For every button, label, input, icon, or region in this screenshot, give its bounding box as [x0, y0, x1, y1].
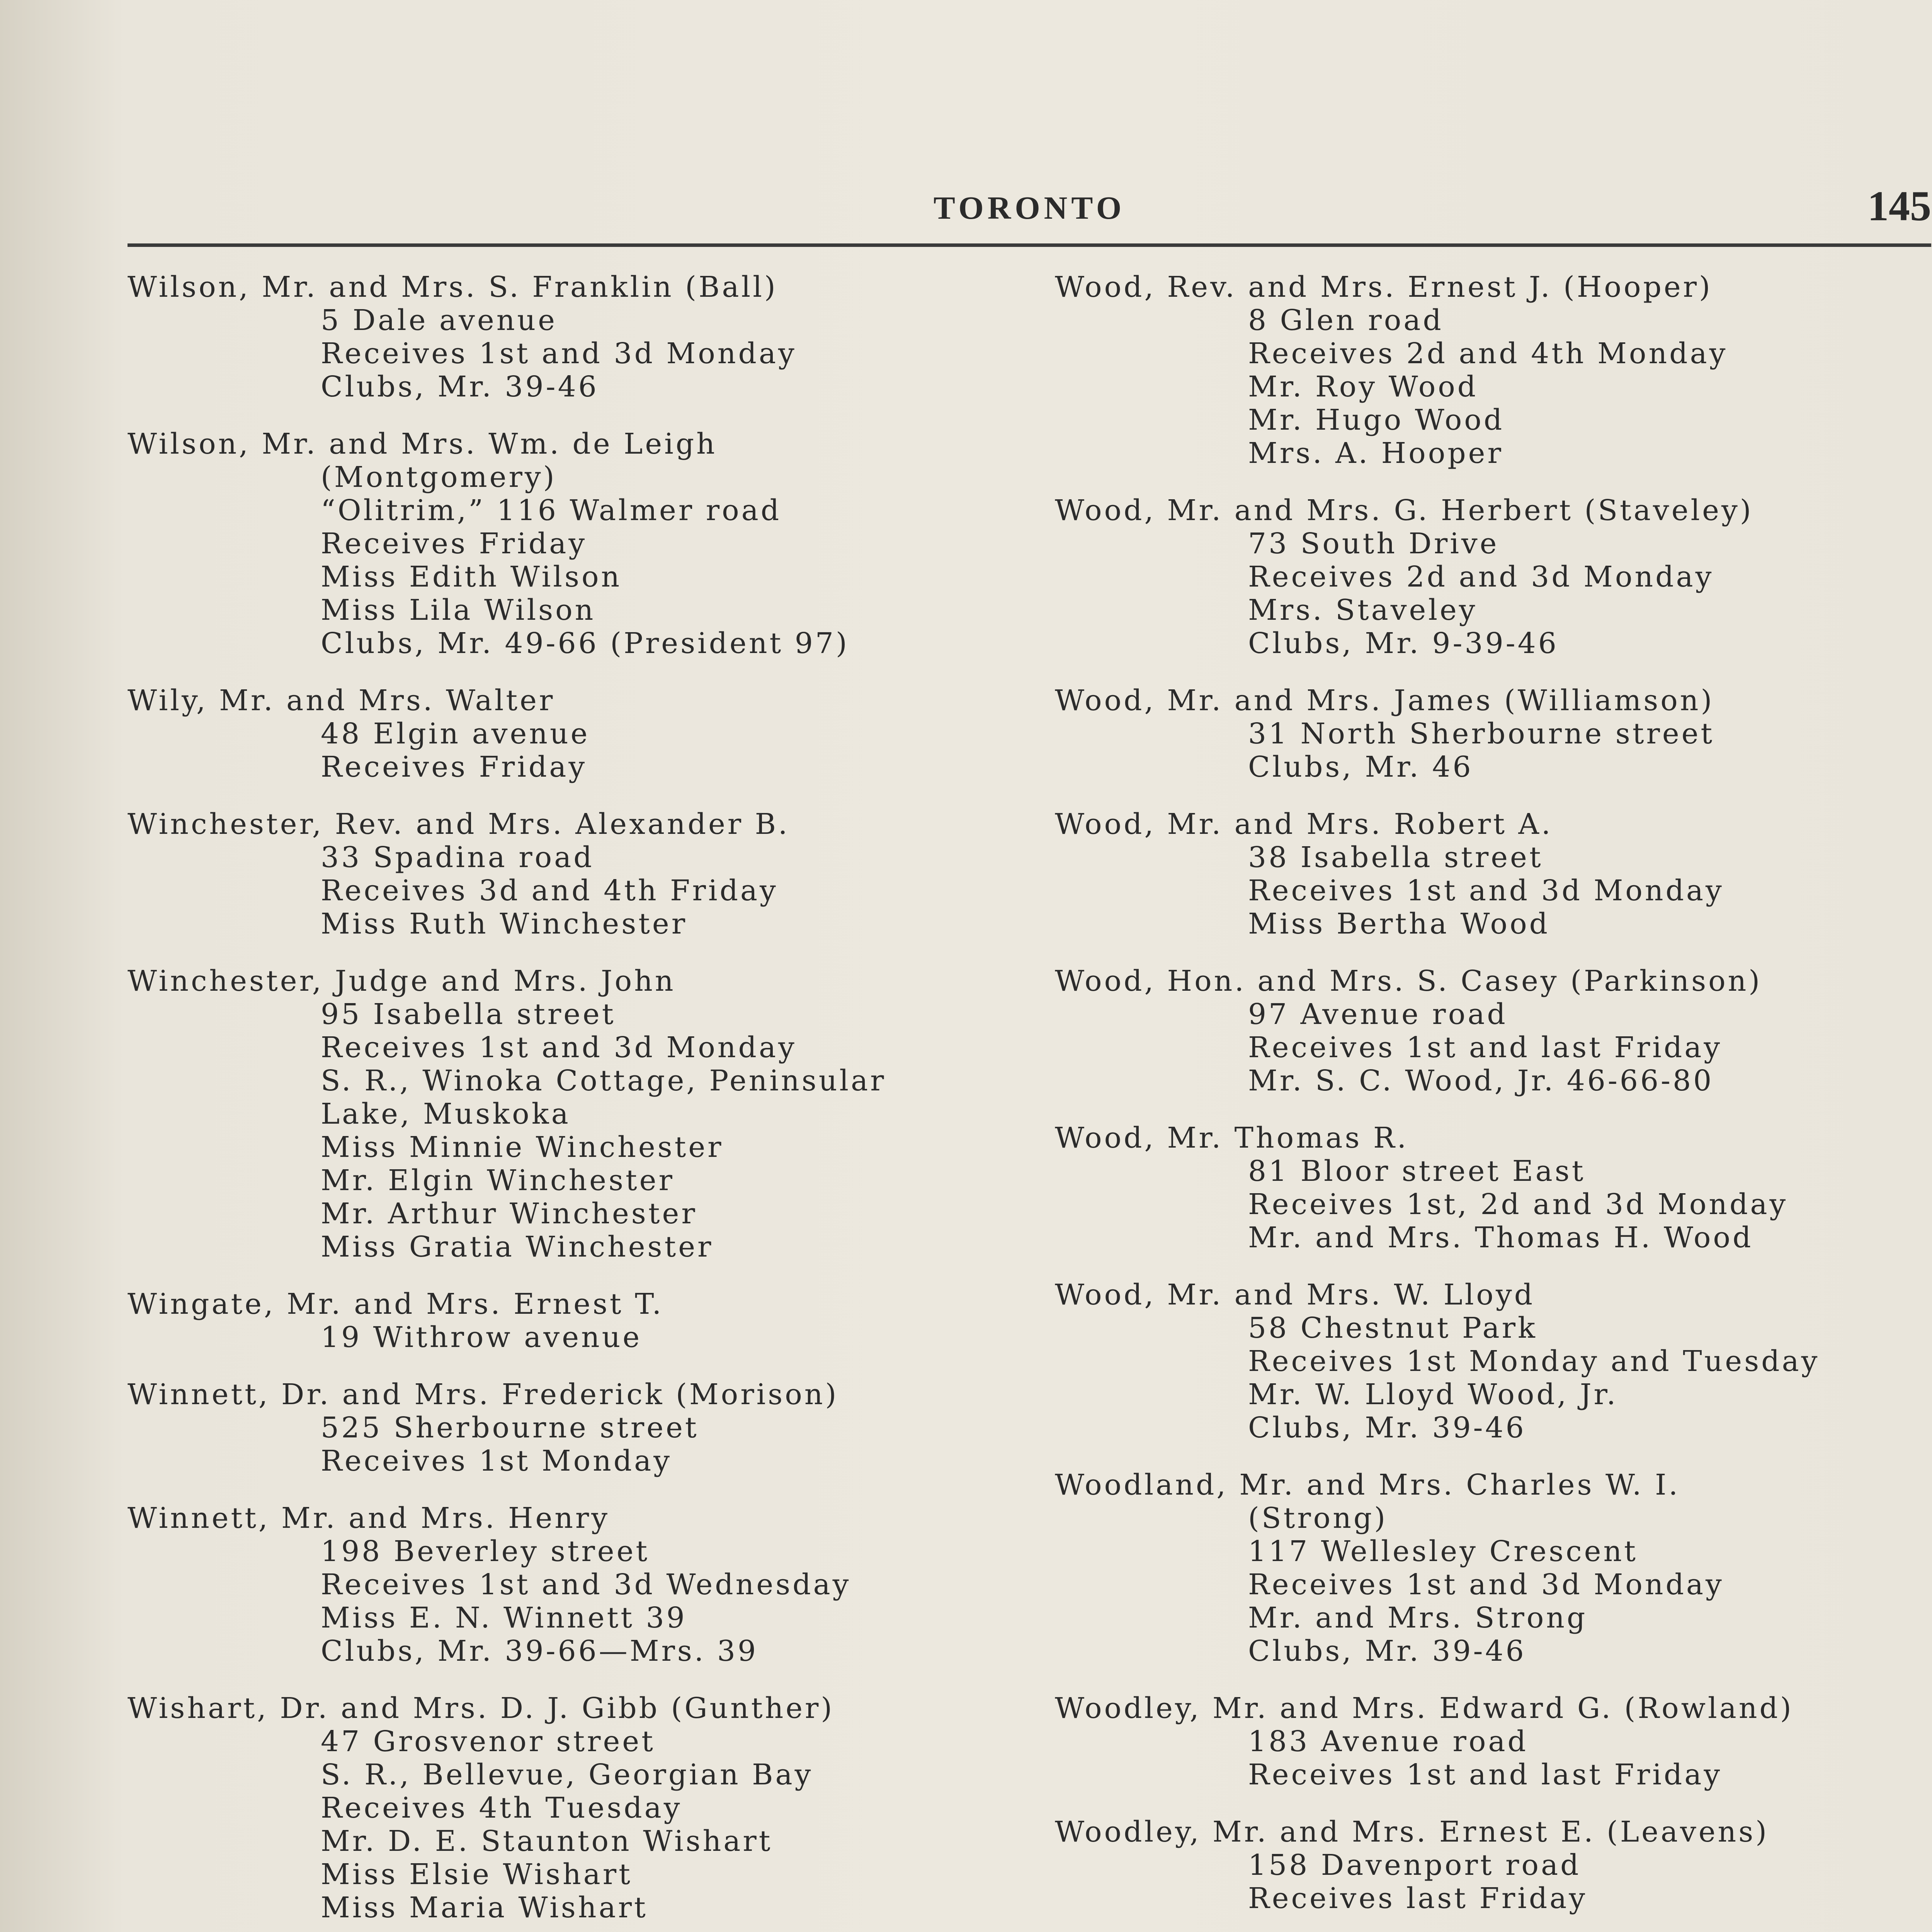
- entry-line: Mr. S. C. Wood, Jr. 46-66-80: [1248, 1064, 1714, 1097]
- directory-entry: [1055, 1278, 1932, 1444]
- entry-line: (Strong): [1248, 1502, 1388, 1535]
- entry-line: Receives 3d and 4th Friday: [321, 874, 778, 907]
- entry-name: Wood, Mr. and Mrs. W. Lloyd: [1055, 1278, 1535, 1311]
- directory-entry: [128, 427, 1047, 660]
- entry-name: Winnett, Dr. and Mrs. Frederick (Morison): [128, 1378, 839, 1411]
- entry-name: Wily, Mr. and Mrs. Walter: [128, 684, 555, 717]
- entry-line: Miss Maria Wishart: [321, 1891, 648, 1924]
- entry-name: Wood, Mr. and Mrs. Robert A.: [1055, 808, 1553, 841]
- directory-entry: [1055, 808, 1932, 940]
- entry-line: Receives 1st and 3d Wednesday: [321, 1568, 851, 1601]
- entry-line: 31 North Sherbourne street: [1248, 717, 1715, 750]
- entry-line: 38 Isabella street: [1248, 841, 1543, 874]
- entry-line: Receives 1st and last Friday: [1248, 1758, 1723, 1791]
- entry-name: Wishart, Dr. and Mrs. D. J. Gibb (Gunther): [128, 1692, 835, 1725]
- entry-line: Clubs, Mr. 46: [1248, 750, 1473, 784]
- directory-entry: [1055, 1815, 1932, 1915]
- directory-entry: [1055, 270, 1932, 470]
- entry-line: 58 Chestnut Park: [1248, 1311, 1537, 1345]
- entry-line: Mrs. A. Hooper: [1248, 437, 1503, 470]
- entry-line: Miss Gratia Winchester: [321, 1230, 714, 1264]
- entry-line: Miss Bertha Wood: [1248, 907, 1550, 940]
- entry-line: 117 Wellesley Crescent: [1248, 1535, 1638, 1568]
- entry-line: Receives 1st Monday and Tuesday: [1248, 1345, 1820, 1378]
- entry-name: Woodley, Mr. and Mrs. Ernest E. (Leavens): [1055, 1815, 1769, 1849]
- entry-line: Receives 4th Tuesday: [321, 1791, 682, 1825]
- entry-line: Receives 1st Monday: [321, 1444, 672, 1478]
- entry-line: Miss Elsie Wishart: [321, 1858, 633, 1891]
- entry-line: Clubs, Mr. 39-46: [321, 370, 599, 403]
- page-header: [128, 182, 1931, 247]
- entry-name: Wood, Mr. Thomas R.: [1055, 1121, 1409, 1155]
- entry-line: Miss Lila Wilson: [321, 594, 596, 627]
- directory-entry: [1055, 1692, 1932, 1791]
- directory-entry: [128, 1287, 1047, 1354]
- entry-name: Wingate, Mr. and Mrs. Ernest T.: [128, 1287, 664, 1321]
- entry-name: Winchester, Judge and Mrs. John: [128, 964, 676, 998]
- entry-line: 47 Grosvenor street: [321, 1725, 655, 1758]
- entry-line: Miss Minnie Winchester: [321, 1131, 724, 1164]
- entry-line: Clubs, Mr. 9-39-46: [1248, 627, 1559, 660]
- page-number: 145: [1867, 182, 1931, 230]
- entry-line: Receives 1st and 3d Monday: [321, 1031, 797, 1064]
- entry-line: Receives last Friday: [1248, 1882, 1588, 1915]
- entry-line: 8 Glen road: [1248, 304, 1444, 337]
- entry-line: 5 Dale avenue: [321, 304, 557, 337]
- entry-line: “Olitrim,” 116 Walmer road: [321, 494, 782, 527]
- directory-entry: [128, 270, 1047, 403]
- entry-line: 198 Beverley street: [321, 1535, 650, 1568]
- entry-line: Clubs, Mr. 39-66—Mrs. 39: [321, 1634, 759, 1668]
- entry-name: Wood, Rev. and Mrs. Ernest J. (Hooper): [1055, 270, 1713, 304]
- entry-name: Winchester, Rev. and Mrs. Alexander B.: [128, 808, 790, 841]
- entry-line: Mr. Roy Wood: [1248, 370, 1478, 403]
- entry-line: Receives Friday: [321, 527, 587, 560]
- entry-line: Receives 2d and 4th Monday: [1248, 337, 1728, 370]
- entry-line: Receives 1st and 3d Monday: [1248, 1568, 1724, 1601]
- entry-line: 183 Avenue road: [1248, 1725, 1528, 1758]
- entry-line: Clubs, Mr. 39-46: [1248, 1411, 1526, 1444]
- entry-line: (Montgomery): [321, 461, 557, 494]
- directory-entry: [128, 1502, 1047, 1668]
- entry-line: Receives 2d and 3d Monday: [1248, 560, 1714, 594]
- directory-entry: [1055, 1121, 1932, 1254]
- entry-name: Woodland, Mr. and Mrs. Charles W. I.: [1055, 1468, 1680, 1502]
- entry-name: Winnett, Mr. and Mrs. Henry: [128, 1502, 610, 1535]
- directory-entry: [128, 964, 1047, 1264]
- left-column: [128, 270, 1047, 1932]
- entry-line: Mr. and Mrs. Strong: [1248, 1601, 1588, 1634]
- entry-line: Mr. Elgin Winchester: [321, 1164, 675, 1197]
- entry-line: 33 Spadina road: [321, 841, 594, 874]
- directory-entry: [128, 808, 1047, 940]
- right-column: [1055, 270, 1932, 1932]
- entry-name: Wood, Hon. and Mrs. S. Casey (Parkinson): [1055, 964, 1762, 998]
- entry-line: Clubs, Mr. 39-46: [1248, 1634, 1526, 1668]
- entry-name: Wood, Mr. and Mrs. James (Williamson): [1055, 684, 1714, 717]
- entry-line: Miss E. N. Winnett 39: [321, 1601, 687, 1634]
- entry-line: 525 Sherbourne street: [321, 1411, 699, 1444]
- entry-line: 73 South Drive: [1248, 527, 1499, 560]
- entry-line: Lake, Muskoka: [321, 1097, 571, 1131]
- entry-line: 48 Elgin avenue: [321, 717, 590, 750]
- directory-entry: [1055, 964, 1932, 1097]
- directory-entry: [1055, 684, 1932, 784]
- entry-line: S. R., Bellevue, Georgian Bay: [321, 1758, 813, 1791]
- entry-name: Wood, Mr. and Mrs. G. Herbert (Staveley): [1055, 494, 1753, 527]
- entry-line: Mrs. Staveley: [1248, 594, 1478, 627]
- directory-entry: [128, 1378, 1047, 1478]
- entry-line: Clubs, Mr. 49-66 (President 97): [321, 627, 849, 660]
- entry-line: Receives 1st and 3d Monday: [1248, 874, 1724, 907]
- directory-entry: [128, 1692, 1047, 1924]
- entry-name: Wilson, Mr. and Mrs. Wm. de Leigh: [128, 427, 717, 461]
- entry-line: S. R., Winoka Cottage, Peninsular: [321, 1064, 886, 1097]
- directory-entry: [128, 684, 1047, 784]
- entry-line: Receives 1st, 2d and 3d Monday: [1248, 1188, 1788, 1221]
- entry-line: Mr. Arthur Winchester: [321, 1197, 697, 1230]
- page-title: TORONTO: [933, 190, 1126, 226]
- entry-line: Mr. and Mrs. Thomas H. Wood: [1248, 1221, 1753, 1254]
- entry-line: 97 Avenue road: [1248, 998, 1508, 1031]
- directory-entry: [1055, 1468, 1932, 1668]
- entry-line: 158 Davenport road: [1248, 1849, 1581, 1882]
- entry-name: Woodley, Mr. and Mrs. Edward G. (Rowland): [1055, 1692, 1794, 1725]
- entry-line: Miss Edith Wilson: [321, 560, 622, 594]
- entry-line: 95 Isabella street: [321, 998, 616, 1031]
- entry-name: Wilson, Mr. and Mrs. S. Franklin (Ball): [128, 270, 778, 304]
- entry-line: Mr. W. Lloyd Wood, Jr.: [1248, 1378, 1618, 1411]
- entry-line: Mr. Hugo Wood: [1248, 403, 1505, 437]
- entry-line: Receives 1st and last Friday: [1248, 1031, 1723, 1064]
- directory-entry: [1055, 494, 1932, 660]
- entry-line: Receives Friday: [321, 750, 587, 784]
- entry-line: Mr. D. E. Staunton Wishart: [321, 1825, 773, 1858]
- entry-line: Receives 1st and 3d Monday: [321, 337, 797, 370]
- entry-line: Miss Ruth Winchester: [321, 907, 688, 940]
- entry-line: 81 Bloor street East: [1248, 1155, 1586, 1188]
- entry-line: 19 Withrow avenue: [321, 1321, 642, 1354]
